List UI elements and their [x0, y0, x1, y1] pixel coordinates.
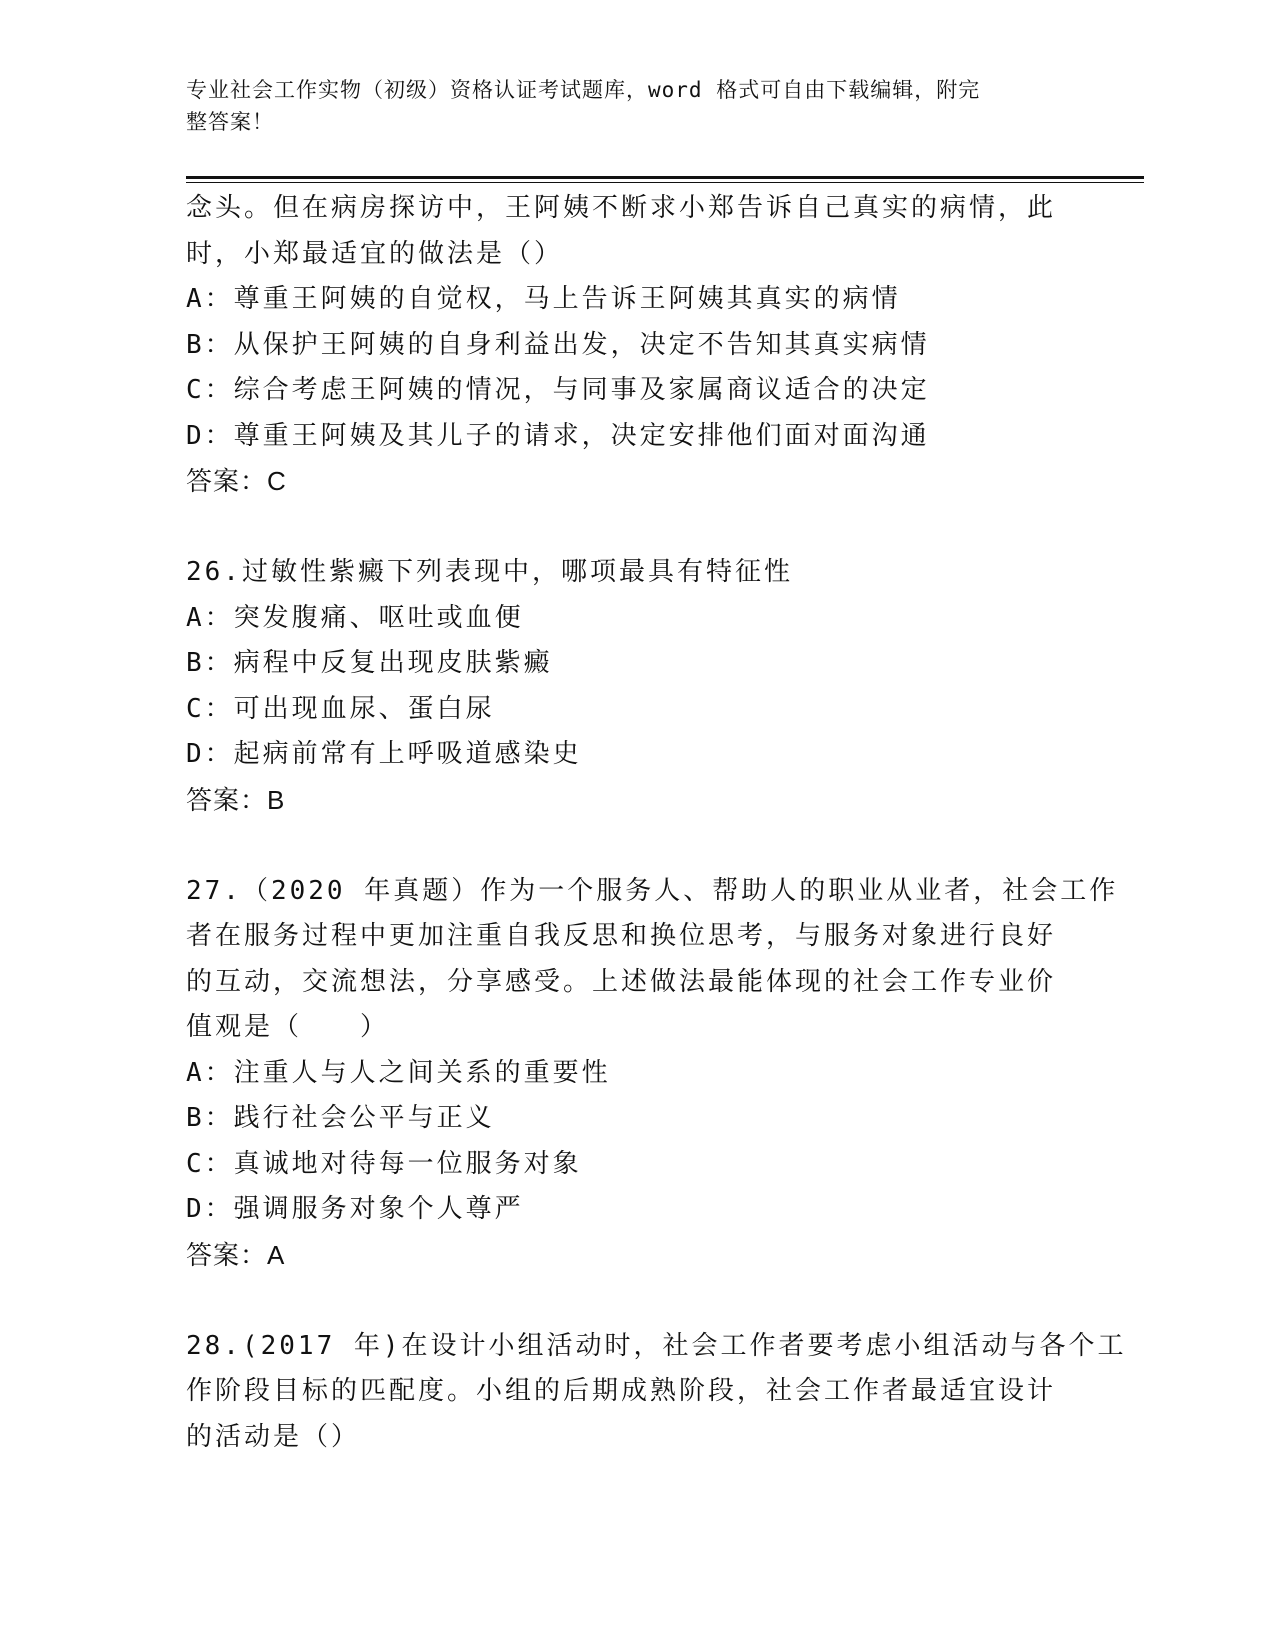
header-line-1: 专业社会工作实物（初级）资格认证考试题库，word 格式可自由下载编辑，附完 — [186, 78, 981, 102]
page-header — [186, 74, 1086, 138]
question-stem-line: 作阶段目标的匹配度。小组的后期成熟阶段，社会工作者最适宜设计 — [186, 1376, 1057, 1406]
question-25 — [186, 186, 1086, 505]
question-stem-line: 值观是（ ） — [186, 1012, 390, 1042]
question-27 — [186, 869, 1119, 1279]
answer-line: 答案：A — [186, 1239, 286, 1270]
answer-line: 答案：B — [186, 784, 286, 815]
option-c: C：综合考虑王阿姨的情况，与同事及家属商议适合的决定 — [186, 375, 930, 405]
question-stem-line: 26.过敏性紫癜下列表现中，哪项最具有特征性 — [186, 557, 793, 587]
option-d: D：强调服务对象个人尊严 — [186, 1194, 524, 1224]
question-stem-line: 时，小郑最适宜的做法是（） — [186, 238, 564, 269]
option-d: D：起病前常有上呼吸道感染史 — [186, 739, 582, 769]
question-stem-line: 28.(2017 年)在设计小组活动时，社会工作者要考虑小组活动与各个工 — [186, 1330, 1127, 1361]
spacer — [186, 1278, 1086, 1324]
question-stem-line: 念头。但在病房探访中，王阿姨不断求小郑告诉自己真实的病情，此 — [186, 193, 1057, 223]
question-stem-line: 的活动是（） — [186, 1421, 361, 1452]
question-stem-line: 者在服务过程中更加注重自我反思和换位思考，与服务对象进行良好 — [186, 921, 1057, 951]
spacer — [186, 505, 1086, 551]
answer-line: 答案：C — [186, 466, 287, 496]
header-divider-thick — [186, 176, 1144, 179]
header-divider-thin — [186, 182, 1144, 183]
option-b: B：践行社会公平与正义 — [186, 1103, 495, 1133]
header-line-2: 整答案！ — [186, 110, 274, 134]
option-b: B：病程中反复出现皮肤紫癜 — [186, 648, 553, 678]
spacer — [186, 823, 1086, 869]
option-c: C：可出现血尿、蛋白尿 — [186, 693, 495, 724]
question-28 — [186, 1324, 1127, 1461]
option-c: C：真诚地对待每一位服务对象 — [186, 1148, 582, 1179]
option-a: A：尊重王阿姨的自觉权，马上告诉王阿姨其真实的病情 — [186, 284, 901, 314]
option-d: D：尊重王阿姨及其儿子的请求，决定安排他们面对面沟通 — [186, 420, 930, 451]
question-26 — [186, 550, 1086, 823]
question-stem-line: 27.（2020 年真题）作为一个服务人、帮助人的职业从业者，社会工作 — [186, 875, 1119, 906]
question-content — [186, 186, 1127, 1460]
option-a: A：突发腹痛、呕吐或血便 — [186, 602, 524, 633]
question-stem-line: 的互动，交流想法，分享感受。上述做法最能体现的社会工作专业价 — [186, 966, 1057, 997]
option-a: A：注重人与人之间关系的重要性 — [186, 1057, 611, 1088]
option-b: B：从保护王阿姨的自身利益出发，决定不告知其真实病情 — [186, 329, 930, 360]
